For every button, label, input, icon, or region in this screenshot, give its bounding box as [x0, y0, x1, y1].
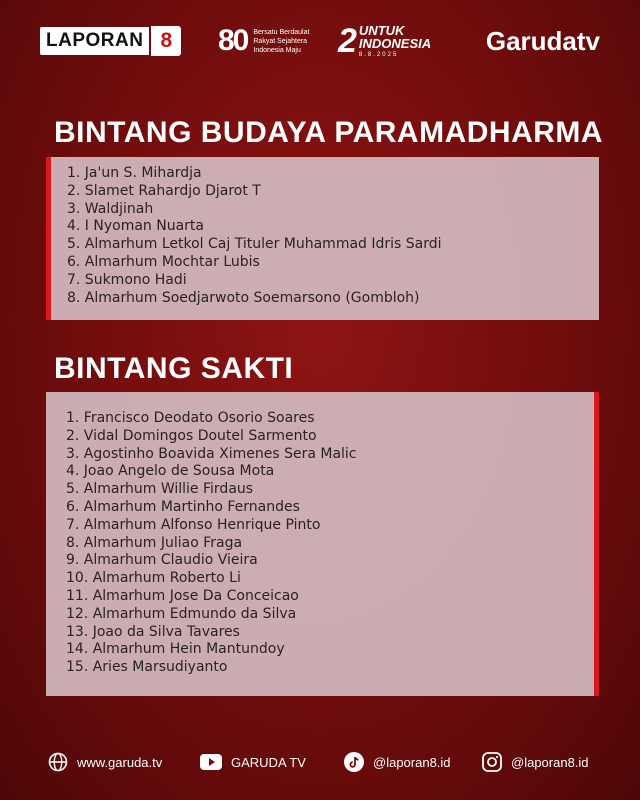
list-box-bintang-sakti — [46, 392, 599, 696]
instagram-icon — [482, 752, 502, 772]
list-item: 8. Almarhum Soedjarwoto Soemarsono (Gombloh) — [67, 289, 420, 306]
footer-youtube-label: GARUDA TV — [231, 754, 306, 770]
list-item: 6. Almarhum Mochtar Lubis — [67, 253, 260, 270]
dua-untuk-indonesia-line1: UNTUK — [358, 22, 405, 38]
footer-website[interactable] — [48, 752, 200, 772]
footer-tiktok-label: @laporan8.id — [373, 754, 451, 770]
list-item: 7. Sukmono Hadi — [67, 271, 187, 288]
globe-icon — [48, 752, 68, 772]
footer-tiktok[interactable] — [344, 752, 482, 772]
list-item: 2. Slamet Rahardjo Djarot T — [67, 182, 261, 199]
footer-instagram[interactable] — [482, 752, 589, 772]
list-item: 15. Aries Marsudiyanto — [66, 659, 228, 676]
footer-instagram-label: @laporan8.id — [511, 754, 589, 770]
list-item: 2. Vidal Domingos Doutel Sarmento — [66, 427, 317, 444]
dua-untuk-indonesia-number: 2 — [338, 22, 357, 60]
dua-untuk-indonesia-date: 8.8.2025 — [358, 51, 399, 58]
list-item: 7. Almarhum Alfonso Henrique Pinto — [66, 516, 321, 533]
laporan8-logo-text: LAPORAN — [40, 27, 149, 55]
list-item: 3. Waldjinah — [67, 200, 154, 217]
award-list-bintang-sakti — [66, 410, 594, 677]
section-title-bintang-sakti: BINTANG SAKTI — [54, 352, 294, 385]
list-item: 4. Joao Angelo de Sousa Mota — [66, 463, 275, 480]
list-item: 3. Agostinho Boavida Ximenes Sera Malic — [66, 445, 357, 462]
hut-ri-80-logo — [218, 24, 309, 58]
laporan8-logo — [40, 26, 181, 56]
header-logos — [40, 22, 600, 66]
dua-untuk-indonesia-logo — [338, 22, 431, 61]
list-item: 5. Almarhum Willie Firdaus — [66, 481, 254, 498]
list-item: 13. Joao da Silva Tavares — [66, 623, 240, 640]
hut-ri-80-line1: Bersatu Berdaulat — [253, 28, 310, 36]
list-item: 14. Almarhum Hein Mantundoy — [66, 641, 285, 658]
hut-ri-80-line3: Indonesia Maju — [253, 46, 301, 54]
list-box-bintang-budaya — [46, 157, 599, 320]
dua-untuk-indonesia-line2: INDONESIA — [358, 35, 432, 51]
footer-youtube[interactable] — [200, 754, 344, 770]
list-item: 9. Almarhum Claudio Vieira — [66, 552, 258, 569]
list-item: 1. Francisco Deodato Osorio Soares — [66, 410, 315, 426]
youtube-icon — [200, 754, 222, 770]
hut-ri-80-number: 80 — [218, 24, 248, 57]
list-item: 5. Almarhum Letkol Caj Tituler Muhammad Idris Sardi — [67, 236, 442, 253]
list-item: 11. Almarhum Jose Da Conceicao — [66, 587, 299, 604]
garudatv-logo: Garudatv — [485, 26, 600, 56]
tiktok-icon — [344, 752, 364, 772]
award-list-bintang-budaya — [67, 165, 599, 307]
list-item: 12. Almarhum Edmundo da Silva — [66, 605, 297, 622]
list-item: 1. Ja'un S. Mihardja — [67, 165, 202, 181]
list-item: 10. Almarhum Roberto Li — [66, 570, 241, 587]
list-item: 6. Almarhum Martinho Fernandes — [66, 498, 300, 515]
section-title-bintang-budaya: BINTANG BUDAYA PARAMADHARMA — [54, 116, 604, 149]
list-item: 8. Almarhum Juliao Fraga — [66, 534, 243, 551]
footer-social-links — [48, 750, 600, 774]
laporan8-logo-number: 8 — [151, 26, 181, 56]
hut-ri-80-line2: Rakyat Sejahtera — [253, 37, 308, 45]
footer-website-label: www.garuda.tv — [77, 754, 163, 770]
list-item: 4. I Nyoman Nuarta — [67, 218, 204, 235]
